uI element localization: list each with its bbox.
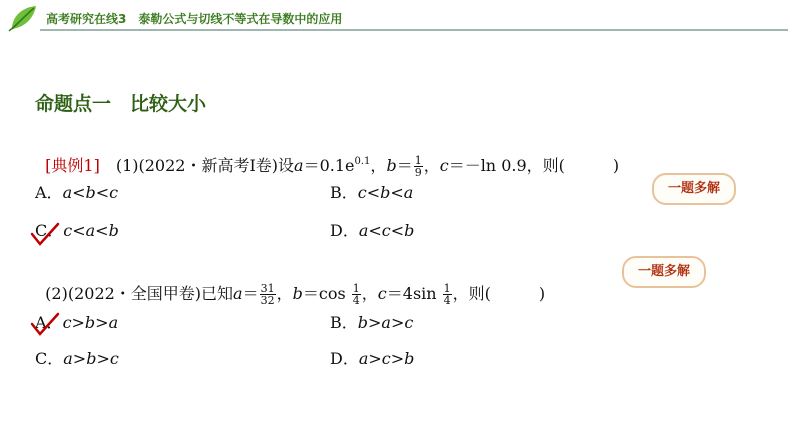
problem1-option-a[interactable] bbox=[35, 180, 118, 203]
option-text: c<a<b bbox=[63, 221, 119, 240]
c-numerator: 1 bbox=[443, 282, 451, 295]
option-text: a<b<c bbox=[62, 183, 119, 202]
one-problem-multiple-solutions-badge[interactable]: 一题多解 bbox=[622, 256, 706, 288]
separator: ， bbox=[370, 156, 387, 175]
option-label: B． bbox=[330, 183, 358, 202]
option-label: C． bbox=[35, 221, 64, 240]
var-c: c bbox=[439, 156, 449, 175]
a-fraction bbox=[260, 283, 276, 306]
option-label: A． bbox=[35, 183, 63, 202]
a-expression: ＝0.1e bbox=[303, 156, 355, 175]
separator: ， bbox=[361, 284, 378, 303]
c-fraction bbox=[443, 283, 452, 306]
option-text: c<b<a bbox=[357, 183, 414, 202]
option-text: a>b>c bbox=[63, 349, 119, 368]
b-denominator: 9 bbox=[414, 166, 422, 179]
one-problem-multiple-solutions-badge[interactable]: 一题多解 bbox=[652, 173, 736, 205]
b-denominator: 4 bbox=[352, 294, 360, 307]
b-fraction bbox=[414, 155, 423, 178]
header-divider bbox=[40, 29, 788, 31]
option-label: D． bbox=[330, 221, 359, 240]
a-denominator: 32 bbox=[260, 294, 275, 307]
option-label: D． bbox=[330, 349, 359, 368]
problem2-option-b[interactable] bbox=[330, 310, 413, 333]
option-label: B． bbox=[330, 313, 358, 332]
b-numerator: 1 bbox=[352, 282, 360, 295]
c-denominator: 4 bbox=[443, 294, 451, 307]
a-numerator: 31 bbox=[260, 282, 275, 295]
c-expression: ＝4sin bbox=[386, 284, 442, 303]
option-text: c>b>a bbox=[62, 313, 119, 332]
problem1-tag: [典例1] bbox=[45, 156, 100, 175]
var-a: a bbox=[294, 156, 304, 175]
b-fraction bbox=[352, 283, 361, 306]
option-text: b>a>c bbox=[357, 313, 414, 332]
problem2-question bbox=[35, 262, 545, 306]
c-expression: ＝－ln 0.9，则( ) bbox=[448, 156, 620, 175]
b-equals: ＝ bbox=[396, 156, 413, 175]
problem1-option-d[interactable] bbox=[330, 218, 414, 241]
checkmark-icon bbox=[30, 222, 60, 248]
a-exponent: 0.1 bbox=[354, 156, 371, 167]
header-title: 高考研究在线3 泰勒公式与切线不等式在导数中的应用 bbox=[46, 12, 343, 26]
question-tail: ，则( ) bbox=[452, 284, 546, 303]
var-c: c bbox=[377, 284, 387, 303]
separator: ， bbox=[423, 156, 440, 175]
checkmark-icon bbox=[30, 312, 60, 338]
problem1-question bbox=[35, 134, 619, 178]
option-text: a<c<b bbox=[358, 221, 415, 240]
problem2-source: (2)(2022・全国甲卷)已知 bbox=[45, 284, 234, 303]
option-text: a>c>b bbox=[358, 349, 415, 368]
problem2-option-c[interactable] bbox=[35, 346, 119, 369]
problem2-option-d[interactable] bbox=[330, 346, 414, 369]
var-b: b bbox=[386, 156, 397, 175]
section-title: 命题点一 比较大小 bbox=[35, 93, 207, 115]
leaf-logo-icon bbox=[6, 3, 40, 33]
b-expression: ＝cos bbox=[302, 284, 351, 303]
b-numerator: 1 bbox=[414, 154, 422, 167]
option-label: C． bbox=[35, 349, 64, 368]
separator: ， bbox=[276, 284, 293, 303]
a-equals: ＝ bbox=[242, 284, 259, 303]
option-label: A． bbox=[35, 313, 63, 332]
problem1-option-b[interactable] bbox=[330, 180, 413, 203]
var-b: b bbox=[292, 284, 303, 303]
var-a: a bbox=[233, 284, 243, 303]
problem1-source: (1)(2022・新高考Ⅰ卷)设 bbox=[99, 156, 295, 175]
